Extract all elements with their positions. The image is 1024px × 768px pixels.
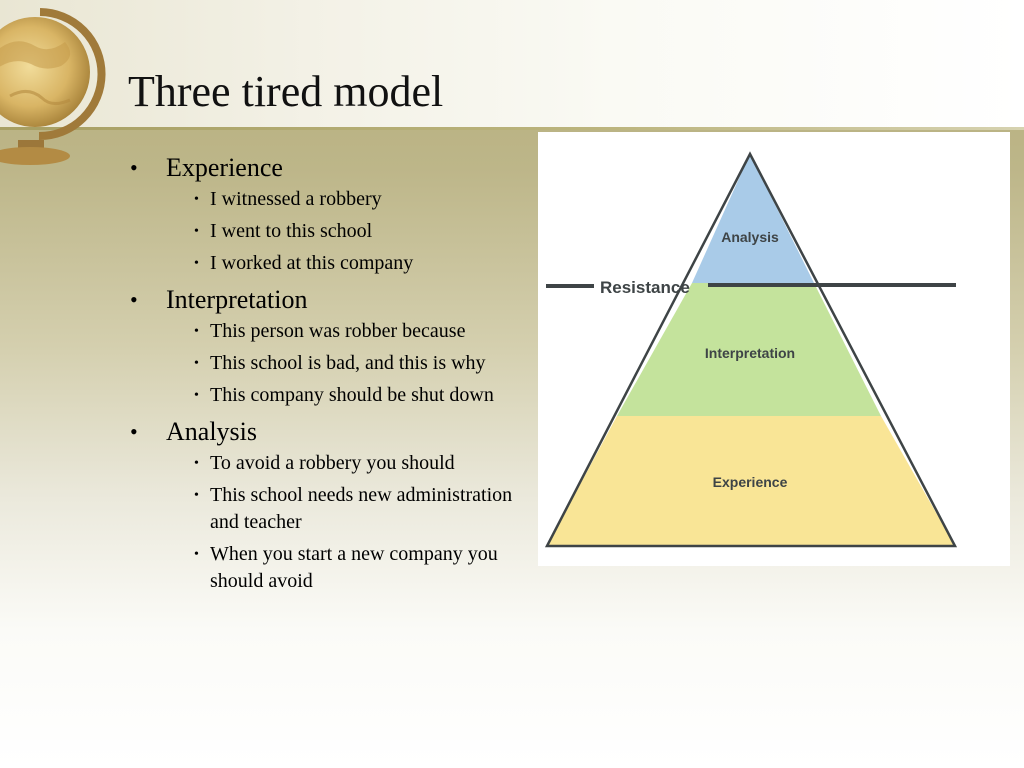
- sub-bullet: • This company should be shut down: [166, 382, 528, 409]
- sub-bullet: • I went to this school: [166, 218, 528, 245]
- bullet-label: Interpretation: [166, 285, 308, 314]
- bullet-experience: [128, 150, 528, 277]
- bullet-interpretation: [128, 282, 528, 409]
- sub-bullet: • This school needs new administration and teacher: [166, 482, 528, 536]
- bullet-label: Analysis: [166, 417, 257, 446]
- bullet-label: Experience: [166, 153, 283, 182]
- header-divider: [0, 127, 1024, 130]
- pyramid-top-tier: [692, 154, 814, 283]
- tier-label-experience: Experience: [712, 474, 788, 490]
- tier-label-analysis: Analysis: [721, 229, 779, 245]
- slide-title: Three tired model: [128, 67, 444, 116]
- sub-bullet: • I witnessed a robbery: [166, 186, 528, 213]
- sub-bullet: • I worked at this company: [166, 250, 528, 277]
- sub-bullet: • When you start a new company you should avoid: [166, 541, 528, 595]
- resistance-label: Resistance: [600, 278, 690, 297]
- sub-bullet: • To avoid a robbery you should: [166, 450, 528, 477]
- sub-bullet: • This person was robber because: [166, 318, 528, 345]
- pyramid-diagram: [538, 132, 1010, 566]
- globe-icon: [0, 0, 110, 170]
- bullet-list: [128, 150, 528, 600]
- sub-bullet: • This school is bad, and this is why: [166, 350, 528, 377]
- bullet-analysis: [128, 414, 528, 595]
- tier-label-interpretation: Interpretation: [704, 345, 796, 361]
